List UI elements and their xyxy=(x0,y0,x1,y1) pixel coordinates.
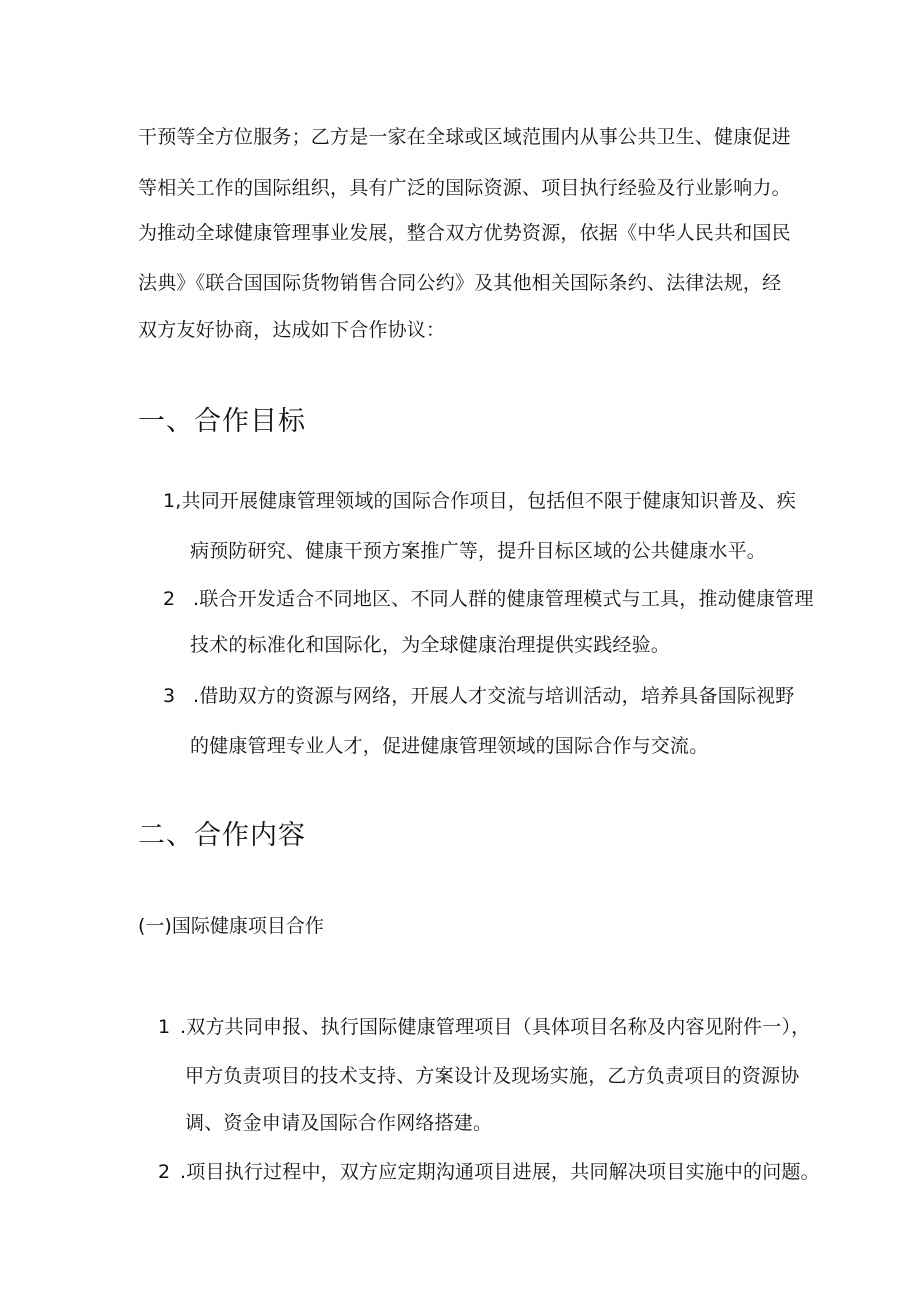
item-continuation: 的健康管理专业人才，促进健康管理领域的国际合作与交流。 xyxy=(190,735,709,757)
list-item xyxy=(163,683,794,709)
item-number: 3 xyxy=(163,685,176,707)
subsection-title: (一)国际健康项目合作 xyxy=(138,915,324,937)
section-heading-content: 二、合作内容 xyxy=(138,820,306,851)
item-number: 1, xyxy=(163,490,182,512)
list-item xyxy=(163,586,814,612)
section-heading-goals: 一、合作目标 xyxy=(138,406,306,437)
item-continuation: 技术的标准化和国际化，为全球健康治理提供实践经验。 xyxy=(190,634,671,656)
item-continuation: 甲方负责项目的技术支持、方案设计及现场实施，乙方负责项目的资源协 xyxy=(185,1065,800,1087)
intro-line: 双方友好协商，达成如下合作协议： xyxy=(138,319,446,341)
item-number: 2 xyxy=(158,1161,171,1183)
item-number: 2 xyxy=(163,588,176,610)
list-item xyxy=(158,1159,820,1185)
item-text: 共同开展健康管理领域的国际合作项目，包括但不限于健康知识普及、疾 xyxy=(181,490,796,512)
item-continuation: 病预防研究、健康干预方案推广等，提升目标区域的公共健康水平。 xyxy=(190,540,767,562)
intro-line: 为推动全球健康管理事业发展，整合双方优势资源，依据《中华人民共和国民 xyxy=(138,222,791,244)
item-text: .双方共同申报、执行国际健康管理项目（具体项目名称及内容见附件一）， xyxy=(180,1016,811,1038)
item-text: .项目执行过程中，双方应定期沟通项目进展，共同解决项目实施中的问题。 xyxy=(180,1161,820,1183)
intro-line: 干预等全方位服务；乙方是一家在全球或区域范围内从事公共卫生、健康促进 xyxy=(138,126,791,148)
list-item xyxy=(163,488,796,514)
intro-line: 等相关工作的国际组织，具有广泛的国际资源、项目执行经验及行业影响力。 xyxy=(138,177,791,199)
item-text: .借助双方的资源与网络，开展人才交流与培训活动，培养具备国际视野 xyxy=(193,685,795,707)
item-text: .联合开发适合不同地区、不同人群的健康管理模式与工具，推动健康管理 xyxy=(193,588,814,610)
intro-line: 法典》《联合国国际货物销售合同公约》及其他相关国际条约、法律法规，经 xyxy=(138,272,782,294)
item-continuation: 调、资金申请及国际合作网络搭建。 xyxy=(185,1112,493,1134)
list-item xyxy=(158,1014,810,1040)
item-number: 1 xyxy=(158,1016,171,1038)
